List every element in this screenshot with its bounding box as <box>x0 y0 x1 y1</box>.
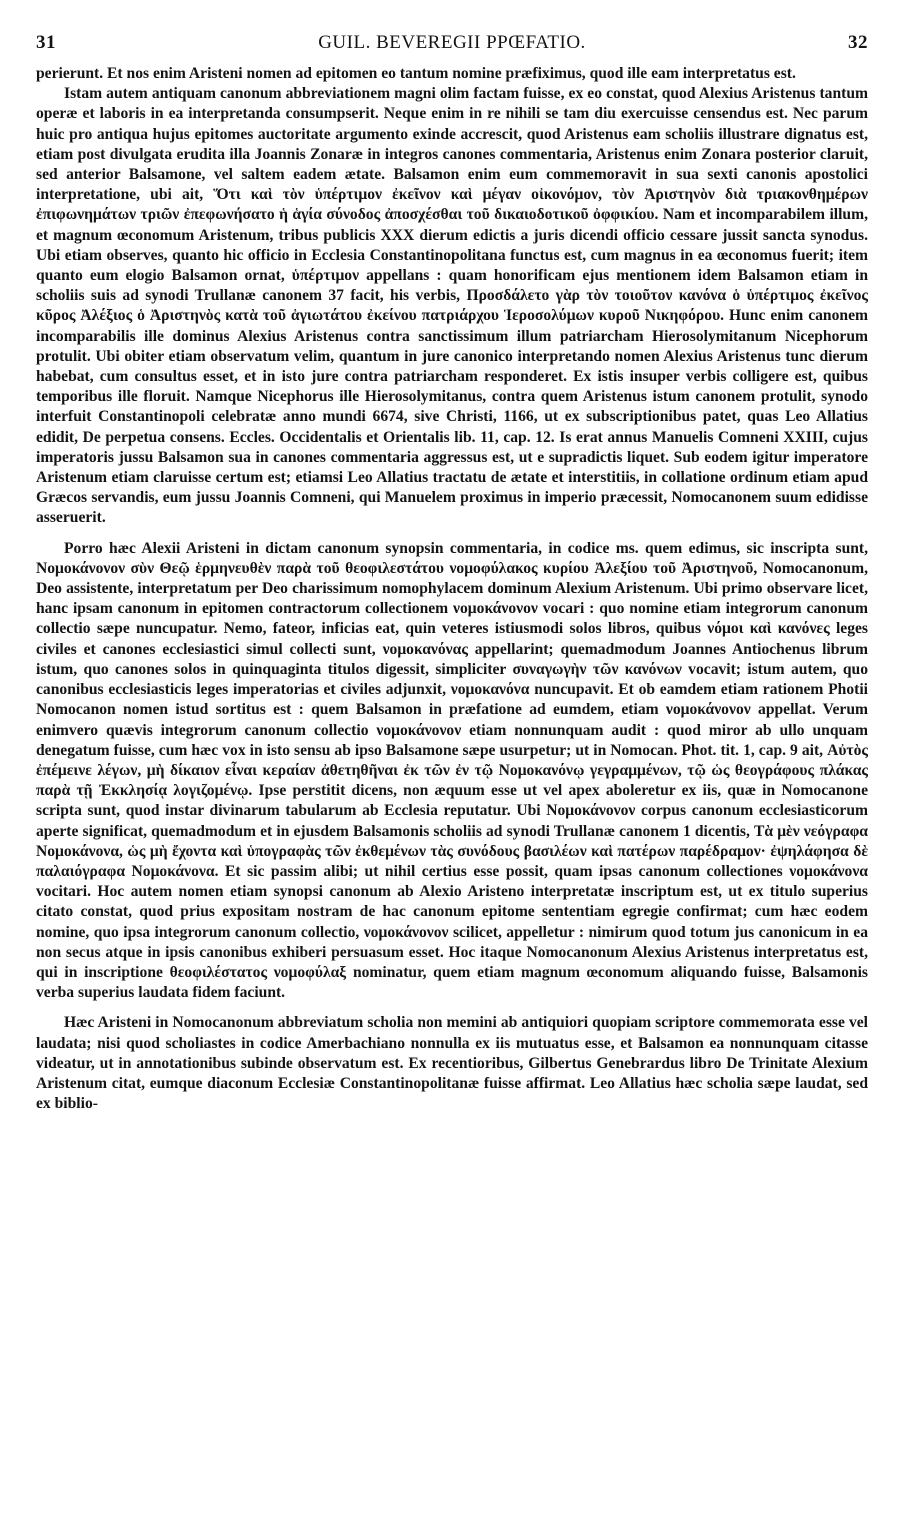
paragraph-nomocanonum: Porro hæc Alexii Aristeni in dictam canonum synopsin commentaria, in codice ms. quem edimus, sic inscripta sunt, Νομοκάνονον σὺν Θεῷ ἑρμηνευθὲν παρὰ τοῦ θεοφιλεστάτου νομοφύλακος κυρίου Ἀλεξίου τοῦ Ἀριστηνοῦ, Nomocanonum, Deo assistente, interpretatum per Deo charissimum nomophylacem dominum Alexium Aristenum. Ubi primo observare licet, hanc ipsam canonum in epitomen contractorum collectionem νομοκάνονον vocari : quo nomine etiam integrorum canonum collectio sæpe nuncupatur. Nemo, fateor, inficias eat, quin veteres istiusmodi solos libros, quibus νόμοι καὶ κανόνες leges civiles et canones ecclesiastici simul collecti sunt, νομοκανόνας appellarint; quemadmodum Joannes Antiochenus librum istum, quo canones solos in quinquaginta titulos digessit, simpliciter συναγωγὴν τῶν κανόνων vocavit; istum autem, quo canonibus ecclesiasticis leges imperatorias et civiles adjunxit, νομοκανόνα nuncupavit. Et ob eamdem etiam rationem Photii Nomocanon nomen istud sortitus est : quem Balsamon in præfatione ad eumdem, etiam νομοκάνονον appellat. Verum enimvero quævis integrorum canonum collectio νομοκάνονον etiam nonnunquam audit : quod miror ab ullo unquam denegatum fuisse, cum hæc vox in isto sensu ab ipso Balsamone sæpe usurpetur; ut in Nomocan. Phot. tit. 1, cap. 9 ait, Αὐτὸς ἐπέμεινε λέγων, μὴ δίκαιον εἶναι κεραίαν ἀθετηθῆναι ἐκ τῶν ἐν τῷ Νομοκανόνῳ γεγραμμένων, τῷ ὡς θεογράφους πλάκας παρὰ τῇ Ἐκκλησίᾳ λογιζομένῳ. Ipse perstitit dicens, non æquum esse ut vel apex aboleretur ex iis, quæ in Nomocanone scripta sunt, quod instar divinarum tabularum ab Ecclesia reputatur. Ubi Νομοκάνονον corpus canonum ecclesiasticorum aperte significat, quemadmodum et in ejusdem Balsamonis scholiis ad synodi Trullanæ canonem 1 dicentis, Τὰ μὲν νεόγραφα Νομοκάνονα, ὡς μὴ ἔχοντα καὶ ὑπογραφὰς τῶν ἐκθεμένων τὰς συνόδους βασιλέων καὶ πατέρων παρέδραμον· ἐψηλάφησα δὲ παλαιόγραφα Νομοκάνονα. Et sic passim alibi; ut nihil certius esse possit, quam ipsas canonum collectiones νομοκάνονα vocitari. Hoc autem nomen etiam synopsi canonum ab Alexio Aristeno interpretatæ inscriptum est, ut ex titulo superius citato constat, quod prius expositam nostram de hac canonum epitome sententiam egregie confirmat; cum hæc eodem nomine, quo ipsa integrorum canonum collectio, νομοκάνονον scilicet, appelletur : nimirum quod totum jus canonicum in ea non secus atque in ipsis canonibus exhiberi persuasum esset. Hoc itaque Nomocanonum Alexius Aristenus interpretatus est, qui in inscriptione θεοφιλέστατος νομοφύλαξ nominatur, quem etiam magnum œconomum aliquando fuisse, Balsamonis verba superius laudata fidem faciunt. <box>36 539 868 1002</box>
body-text <box>36 64 868 1114</box>
page-number-left: 31 <box>36 32 56 53</box>
running-header <box>36 30 868 64</box>
page-title: GUIL. BEVEREGII PPŒFATIO. <box>318 32 586 53</box>
document-page <box>36 30 868 1526</box>
page-number-right: 32 <box>848 32 868 53</box>
paragraph-scholia: Hæc Aristeni in Nomocanonum abbreviatum scholia non memini ab antiquiori quopiam scriptore commemorata esse vel laudata; nisi quod scholiastes in codice Amerbachiano nonnulla ex iis mutuatus esse, et Balsamon ea nonnunquam citasse videatur, ut in annotationibus subinde observatum est. Ex recentioribus, Gilbertus Genebrardus libro De Trinitate Alexium Aristenum citat, eumque diaconum Ecclesiæ Constantinopolitanæ fuisse affirmat. Leo Allatius hæc scholia sæpe laudat, sed ex biblio- <box>36 1014 868 1113</box>
paragraph-continued: perierunt. Et nos enim Aristeni nomen ad epitomen eo tantum nomine præfiximus, quod ille eam interpretatus est. <box>36 65 796 82</box>
paragraph-aristenus-epitome: Istam autem antiquam canonum abbreviationem magni olim factam fuisse, ex eo constat, quod Alexius Aristenus tantum operæ et laboris in ea interpretanda consumpserit. Neque enim in re nihili se tam diu exercuisse censendus est. Nec parum huic pro antiqua hujus epitomes auctoritate argumento exinde accrescit, quod Aristenus eam scholiis illustrare dignatus est, etiam post divulgata erudita illa Joannis Zonaræ in integros canones commentaria, Aristenus enim Zonara posterior claruit, sed anterior Balsamone, vel saltem eadem ætate. Balsamon enim eum commemoravit in sua sexti canonis apostolici interpretatione, ubi ait, Ὅτι καὶ τὸν ὑπέρτιμον ἐκεῖνον καὶ μέγαν οἰκονόμον, τὸν Ἀριστηνὸν διὰ τριακονθημέρων ἐπιφωνημάτων τριῶν ἐπεφωνήσατο ἡ ἁγία σύνοδος ἀποσχέσθαι τοῦ δικαιοδοτικοῦ ὀφφικίου. Nam et incomparabilem illum, et magnum œconomum Aristenum, tribus publicis XXX dierum edictis a juris dicendi officio cessare jussit sancta synodus. Ubi etiam observes, quanto hic officio in Ecclesia Constantinopolitana functus est, cum magnus in ea œconomus fuerit; item quanto eum elogio Balsamon ornat, ὑπέρτιμον appellans : quam honorificam ejus mentionem idem Balsamon etiam in scholiis suis ad synodi Trullanæ canonem 37 facit, his verbis, Προσδάλετο γὰρ τὸν τοιοῦτον κανόνα ὁ ὑπέρτιμος ἐκεῖνος κῦρος Ἀλέξιος ὁ Ἀριστηνὸς κατὰ τοῦ ἁγιωτάτου ἐκείνου πατριάρχου Ἱεροσολύμων κυροῦ Νικηφόρου. Hunc enim canonem incomparabilis ille dominus Alexius Aristenus contra sanctissimum illum patriarcham Hierosolymitanum Nicephorum protulit. Ubi obiter etiam observatum velim, quantum in jure canonico interpretando nomen Alexius Aristenus tunc dierum habebat, cum consultus esset, et in isto jure contra patriarcham responderet. Ex istis insuper verbis colligere est, quibus temporibus ille floruit. Namque Nicephorus ille Hierosolymitanus, contra quem Aristenus istum canonem protulit, synodo interfuit Constantinopoli celebratæ anno mundi 6674, sive Christi, 1166, ut ex subscriptionibus patet, quas Leo Allatius edidit, De perpetua consens. Eccles. Occidentalis et Orientalis lib. 11, cap. 12. Is erat annus Manuelis Comneni XXIII, cujus imperatoris jussu Balsamon sua in canones commentaria aggressus est, ut e supradictis liquet. Sub eodem igitur imperatore Aristenum etiam claruisse certum est; etiamsi Leo Allatius tractatu de ætate et interstitiis, in collatione ordinum etiam apud Græcos servandis, eum jussu Joannis Comneni, qui Manuelem proximus in imperio præcessit, Nomocanonem suum edidisse asseruerit. <box>36 85 868 527</box>
